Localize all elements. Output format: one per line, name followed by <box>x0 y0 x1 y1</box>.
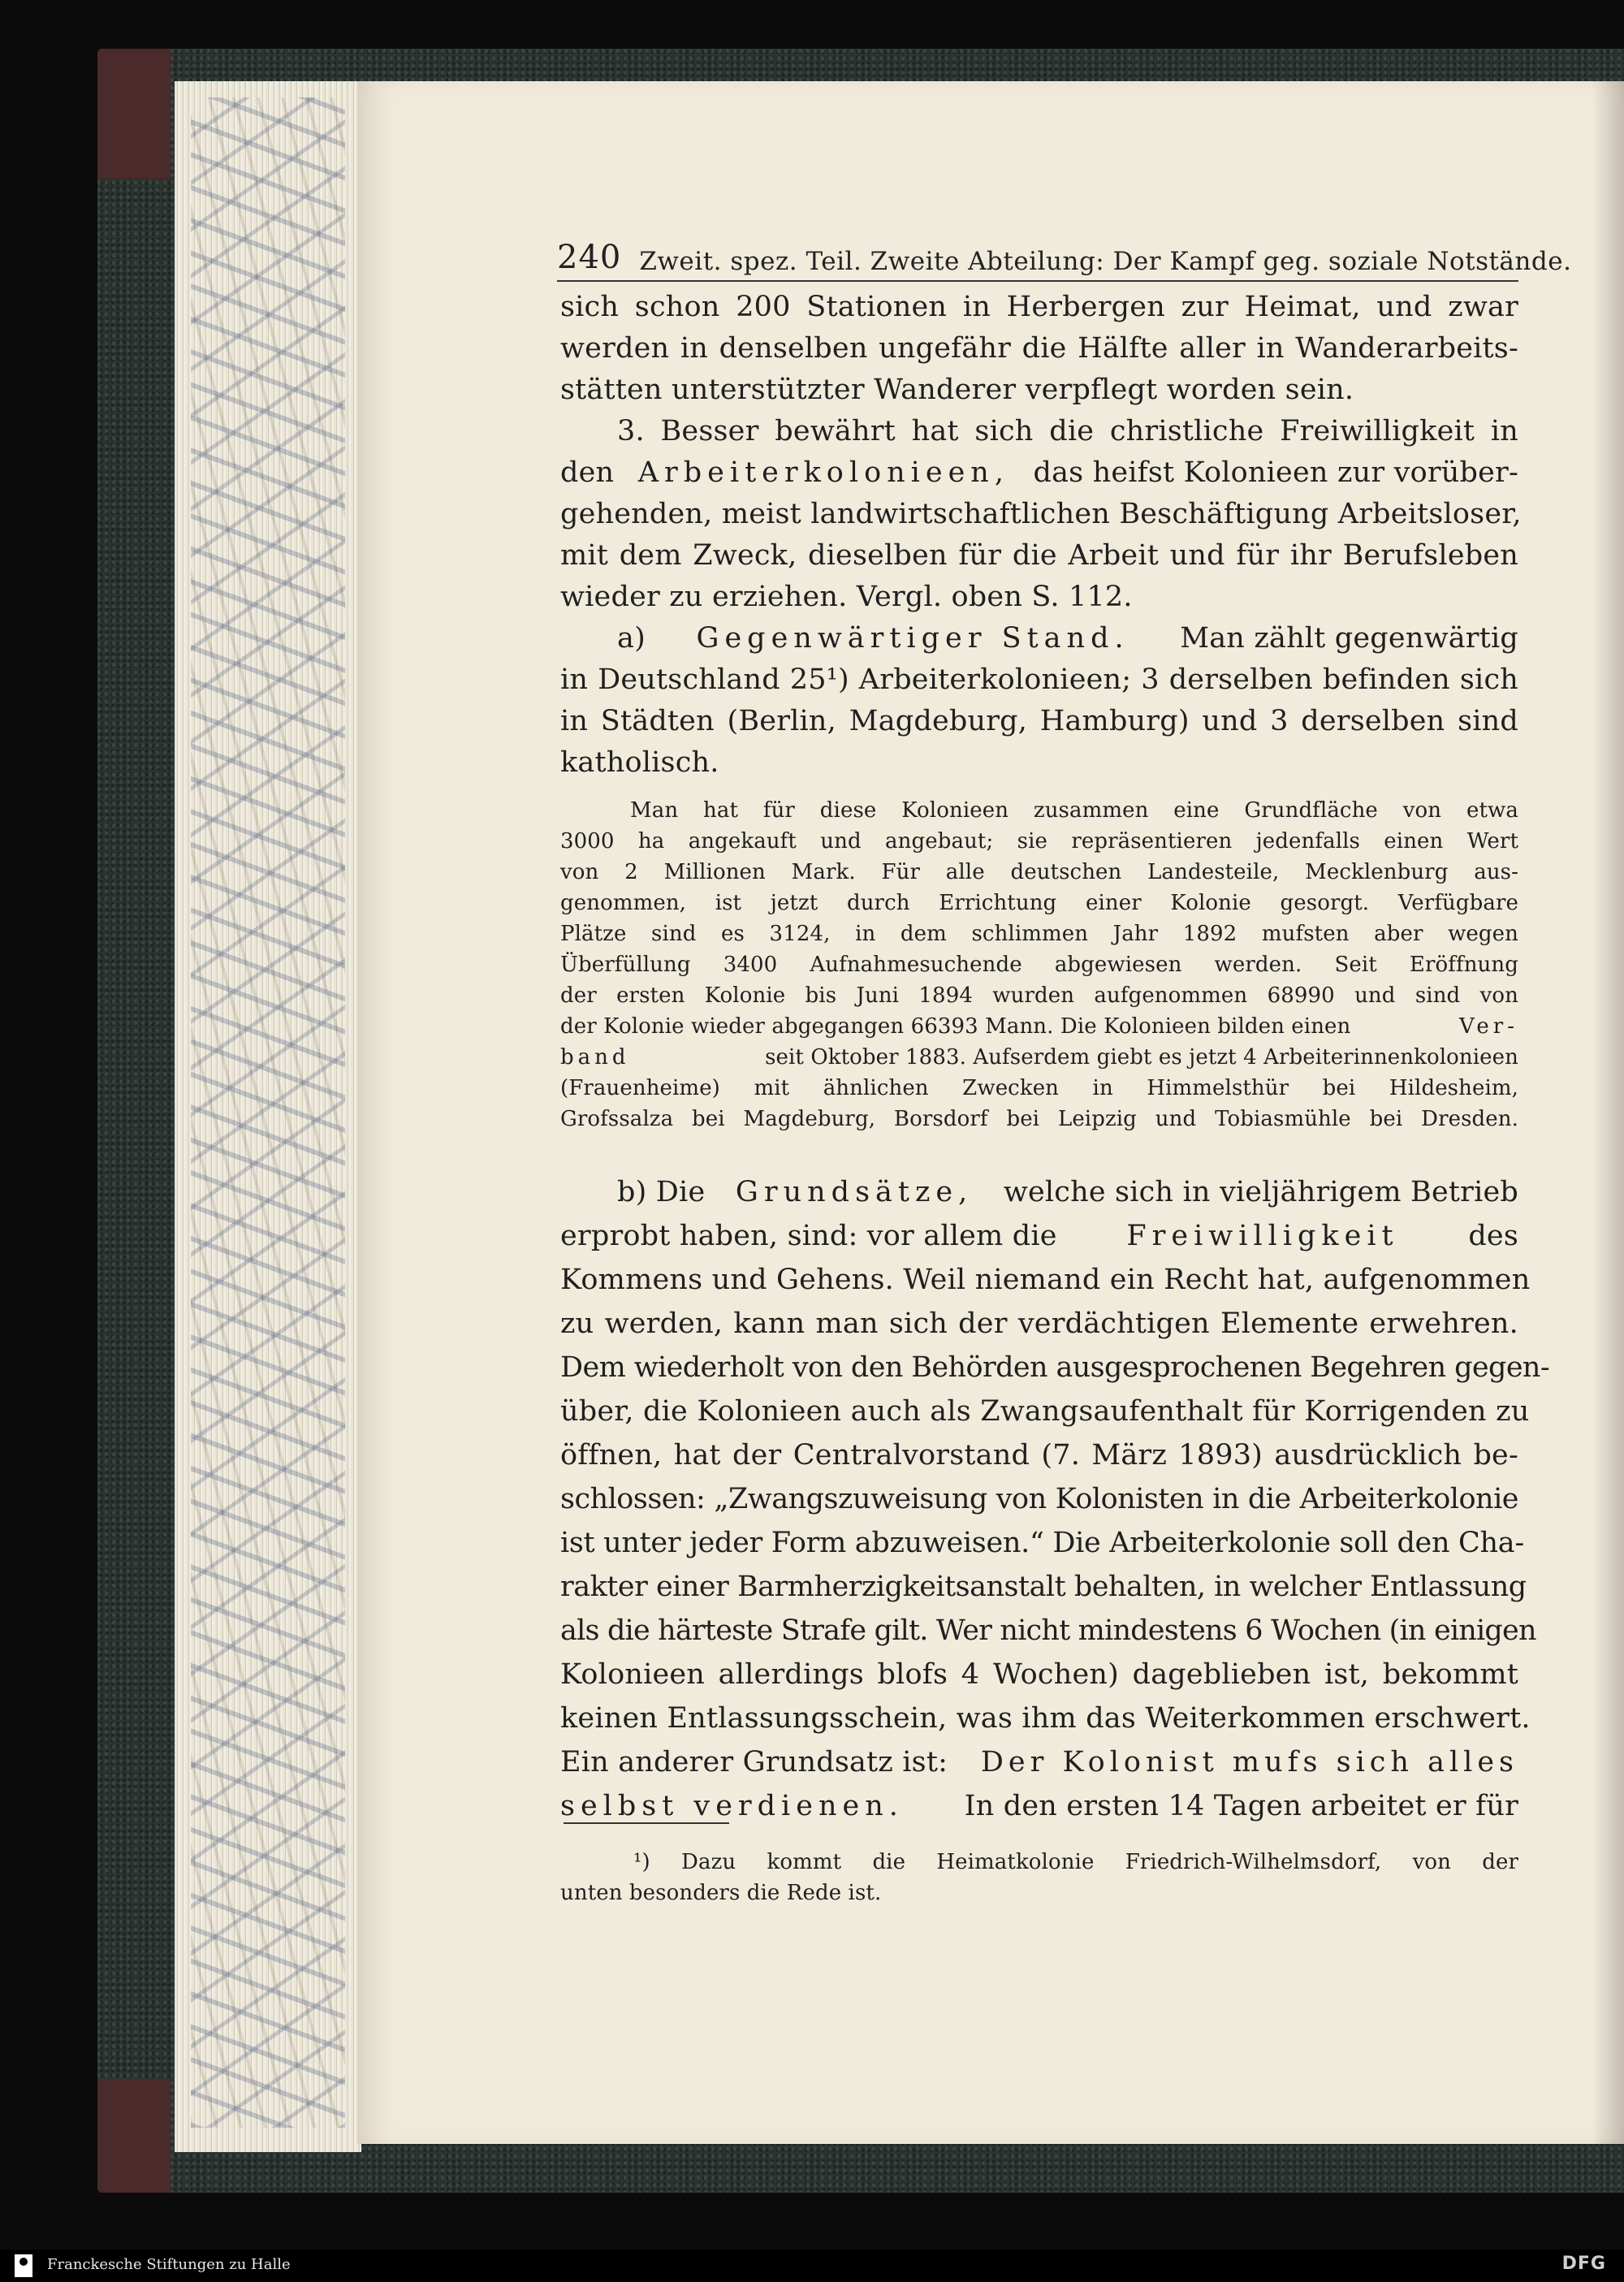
small-text-line <box>560 1045 1518 1070</box>
marbled-edge <box>191 97 345 2128</box>
text-span: b) Die <box>617 1176 706 1208</box>
small-text-line <box>560 1014 1518 1039</box>
text-span: In den ersten 14 Tagen arbeitet er für <box>964 1790 1518 1822</box>
text-line: mit dem Zweck, dieselben für die Arbeit und für ihr Berufsleben <box>560 539 1518 572</box>
text-line <box>560 1746 1518 1778</box>
text-span: den <box>560 456 615 489</box>
footnote-line: ¹) Dazu kommt die Heimatkolonie Friedrich-Wilhelmsdorf, von der <box>633 1850 1518 1874</box>
text-line: über, die Kolonieen auch als Zwangsaufenthalt für Korrigenden zu <box>560 1395 1530 1428</box>
page-gutter-shade <box>1592 81 1624 2144</box>
text-span: Ein anderer Grundsatz ist: <box>560 1746 948 1778</box>
small-text-line: von 2 Millionen Mark. Für alle deutschen Landesteile, Mecklenburg aus- <box>560 860 1518 884</box>
page-number: 240 <box>557 239 622 276</box>
text-span: erprobt haben, sind: vor allem die <box>560 1220 1057 1252</box>
text-line: schlossen: „Zwangszuweisung von Kolonisten in die Arbeiterkolonie <box>560 1483 1518 1515</box>
small-text-line: Überfüllung 3400 Aufnahmesuchende abgewiesen werden. Seit Eröffnung <box>560 953 1518 977</box>
small-text-line: Plätze sind es 3124, in dem schlimmen Jahr 1892 mufsten aber wegen <box>560 922 1518 946</box>
spaced-term: Freiwilligkeit <box>1126 1220 1399 1252</box>
running-header <box>557 227 1572 276</box>
spaced-term: Grundsätze, <box>735 1176 974 1208</box>
cover-corner-top <box>97 49 171 179</box>
small-text-line: Grofssalza bei Magdeburg, Borsdorf bei Leipzig und Tobiasmühle bei Dresden. <box>560 1107 1518 1131</box>
footer-bar <box>0 2250 1624 2282</box>
spaced-term: band <box>560 1045 630 1070</box>
text-span: Man zählt gegenwärtig <box>1180 622 1518 655</box>
text-line <box>617 1176 1518 1208</box>
institution-logo-icon <box>15 2254 32 2277</box>
text-line: in Deutschland 25¹) Arbeiterkolonieen; 3 derselben befinden sich <box>560 663 1518 696</box>
text-line <box>560 1790 1518 1822</box>
text-span: seit Oktober 1883. Aufserdem giebt es jetzt 4 Arbeiterinnenkolonieen <box>765 1045 1518 1070</box>
small-text-line: (Frauenheime) mit ähnlichen Zwecken in Himmelsthür bei Hildesheim, <box>560 1076 1518 1100</box>
text-line: Dem wiederholt von den Behörden ausgesprochenen Begehren gegen- <box>560 1351 1550 1384</box>
text-span: welche sich in vieljährigem Betrieb <box>1003 1176 1518 1208</box>
spaced-term: Der Kolonist mufs sich alles <box>980 1746 1518 1778</box>
text-span: des <box>1468 1220 1518 1252</box>
footnote-rule <box>564 1822 729 1824</box>
dfg-logo: DFG <box>1561 2254 1606 2274</box>
text-line: in Städten (Berlin, Magdeburg, Hamburg) und 3 derselben sind <box>560 705 1518 737</box>
text-span: das heifst Kolonieen zur vorüber- <box>1033 456 1518 489</box>
cover-corner-bottom <box>97 2079 171 2193</box>
text-line: katholisch. <box>560 746 719 779</box>
text-line <box>560 1220 1518 1252</box>
small-text-line: der ersten Kolonie bis Juni 1894 wurden aufgenommen 68990 und sind von <box>560 983 1518 1008</box>
text-line: sich schon 200 Stationen in Herbergen zur Heimat, und zwar <box>560 291 1518 323</box>
text-line: ist unter jeder Form abzuweisen.“ Die Arbeiterkolonie soll den Cha- <box>560 1527 1524 1559</box>
text-span: a) <box>617 622 646 655</box>
text-line: stätten unterstützter Wanderer verpflegt worden sein. <box>560 374 1354 406</box>
text-line: 3. Besser bewährt hat sich die christliche Freiwilligkeit in <box>617 415 1518 447</box>
text-span: der Kolonie wieder abgegangen 66393 Mann. Die Kolonieen bilden einen <box>560 1014 1351 1039</box>
spaced-term: selbst verdienen. <box>560 1790 904 1822</box>
text-line: rakter einer Barmherzigkeitsanstalt behalten, in welcher Entlassung <box>560 1571 1527 1603</box>
text-line: öffnen, hat der Centralvorstand (7. März 1893) ausdrücklich be- <box>560 1439 1518 1472</box>
spaced-term: Gegenwärtiger Stand. <box>696 622 1129 655</box>
text-line: zu werden, kann man sich der verdächtigen Elemente erwehren. <box>560 1307 1518 1340</box>
text-line: Kommens und Gehens. Weil niemand ein Recht hat, aufgenommen <box>560 1264 1531 1296</box>
text-line: keinen Entlassungsschein, was ihm das Weiterkommen erschwert. <box>560 1702 1531 1735</box>
small-text-line: 3000 ha angekauft und angebaut; sie repräsentieren jedenfalls einen Wert <box>560 829 1518 854</box>
text-line <box>617 622 1518 655</box>
text-line: als die härteste Strafe gilt. Wer nicht mindestens 6 Wochen (in einigen <box>560 1614 1536 1647</box>
footnote-line: unten besonders die Rede ist. <box>560 1881 882 1905</box>
spaced-term: Ver- <box>1459 1014 1518 1039</box>
text-line: gehenden, meist landwirtschaftlichen Beschäftigung Arbeitsloser, <box>560 498 1522 530</box>
text-line <box>560 456 1518 489</box>
text-line: Kolonieen allerdings blofs 4 Wochen) dageblieben ist, bekommt <box>560 1658 1518 1691</box>
small-text-line: genommen, ist jetzt durch Errichtung einer Kolonie gesorgt. Verfügbare <box>560 891 1518 915</box>
text-line: wieder zu erziehen. Vergl. oben S. 112. <box>560 581 1133 613</box>
text-line: werden in denselben ungefähr die Hälfte aller in Wanderarbeits- <box>560 332 1518 365</box>
small-text-line: Man hat für diese Kolonieen zusammen eine Grundfläche von etwa <box>630 798 1518 823</box>
header-rule <box>557 280 1518 282</box>
running-title: Zweit. spez. Teil. Zweite Abteilung: Der Kampf geg. soziale Notstände. <box>639 247 1572 276</box>
spaced-term: Arbeiterkolonieen, <box>637 456 1009 489</box>
institution-name: Franckesche Stiftungen zu Halle <box>47 2256 291 2273</box>
